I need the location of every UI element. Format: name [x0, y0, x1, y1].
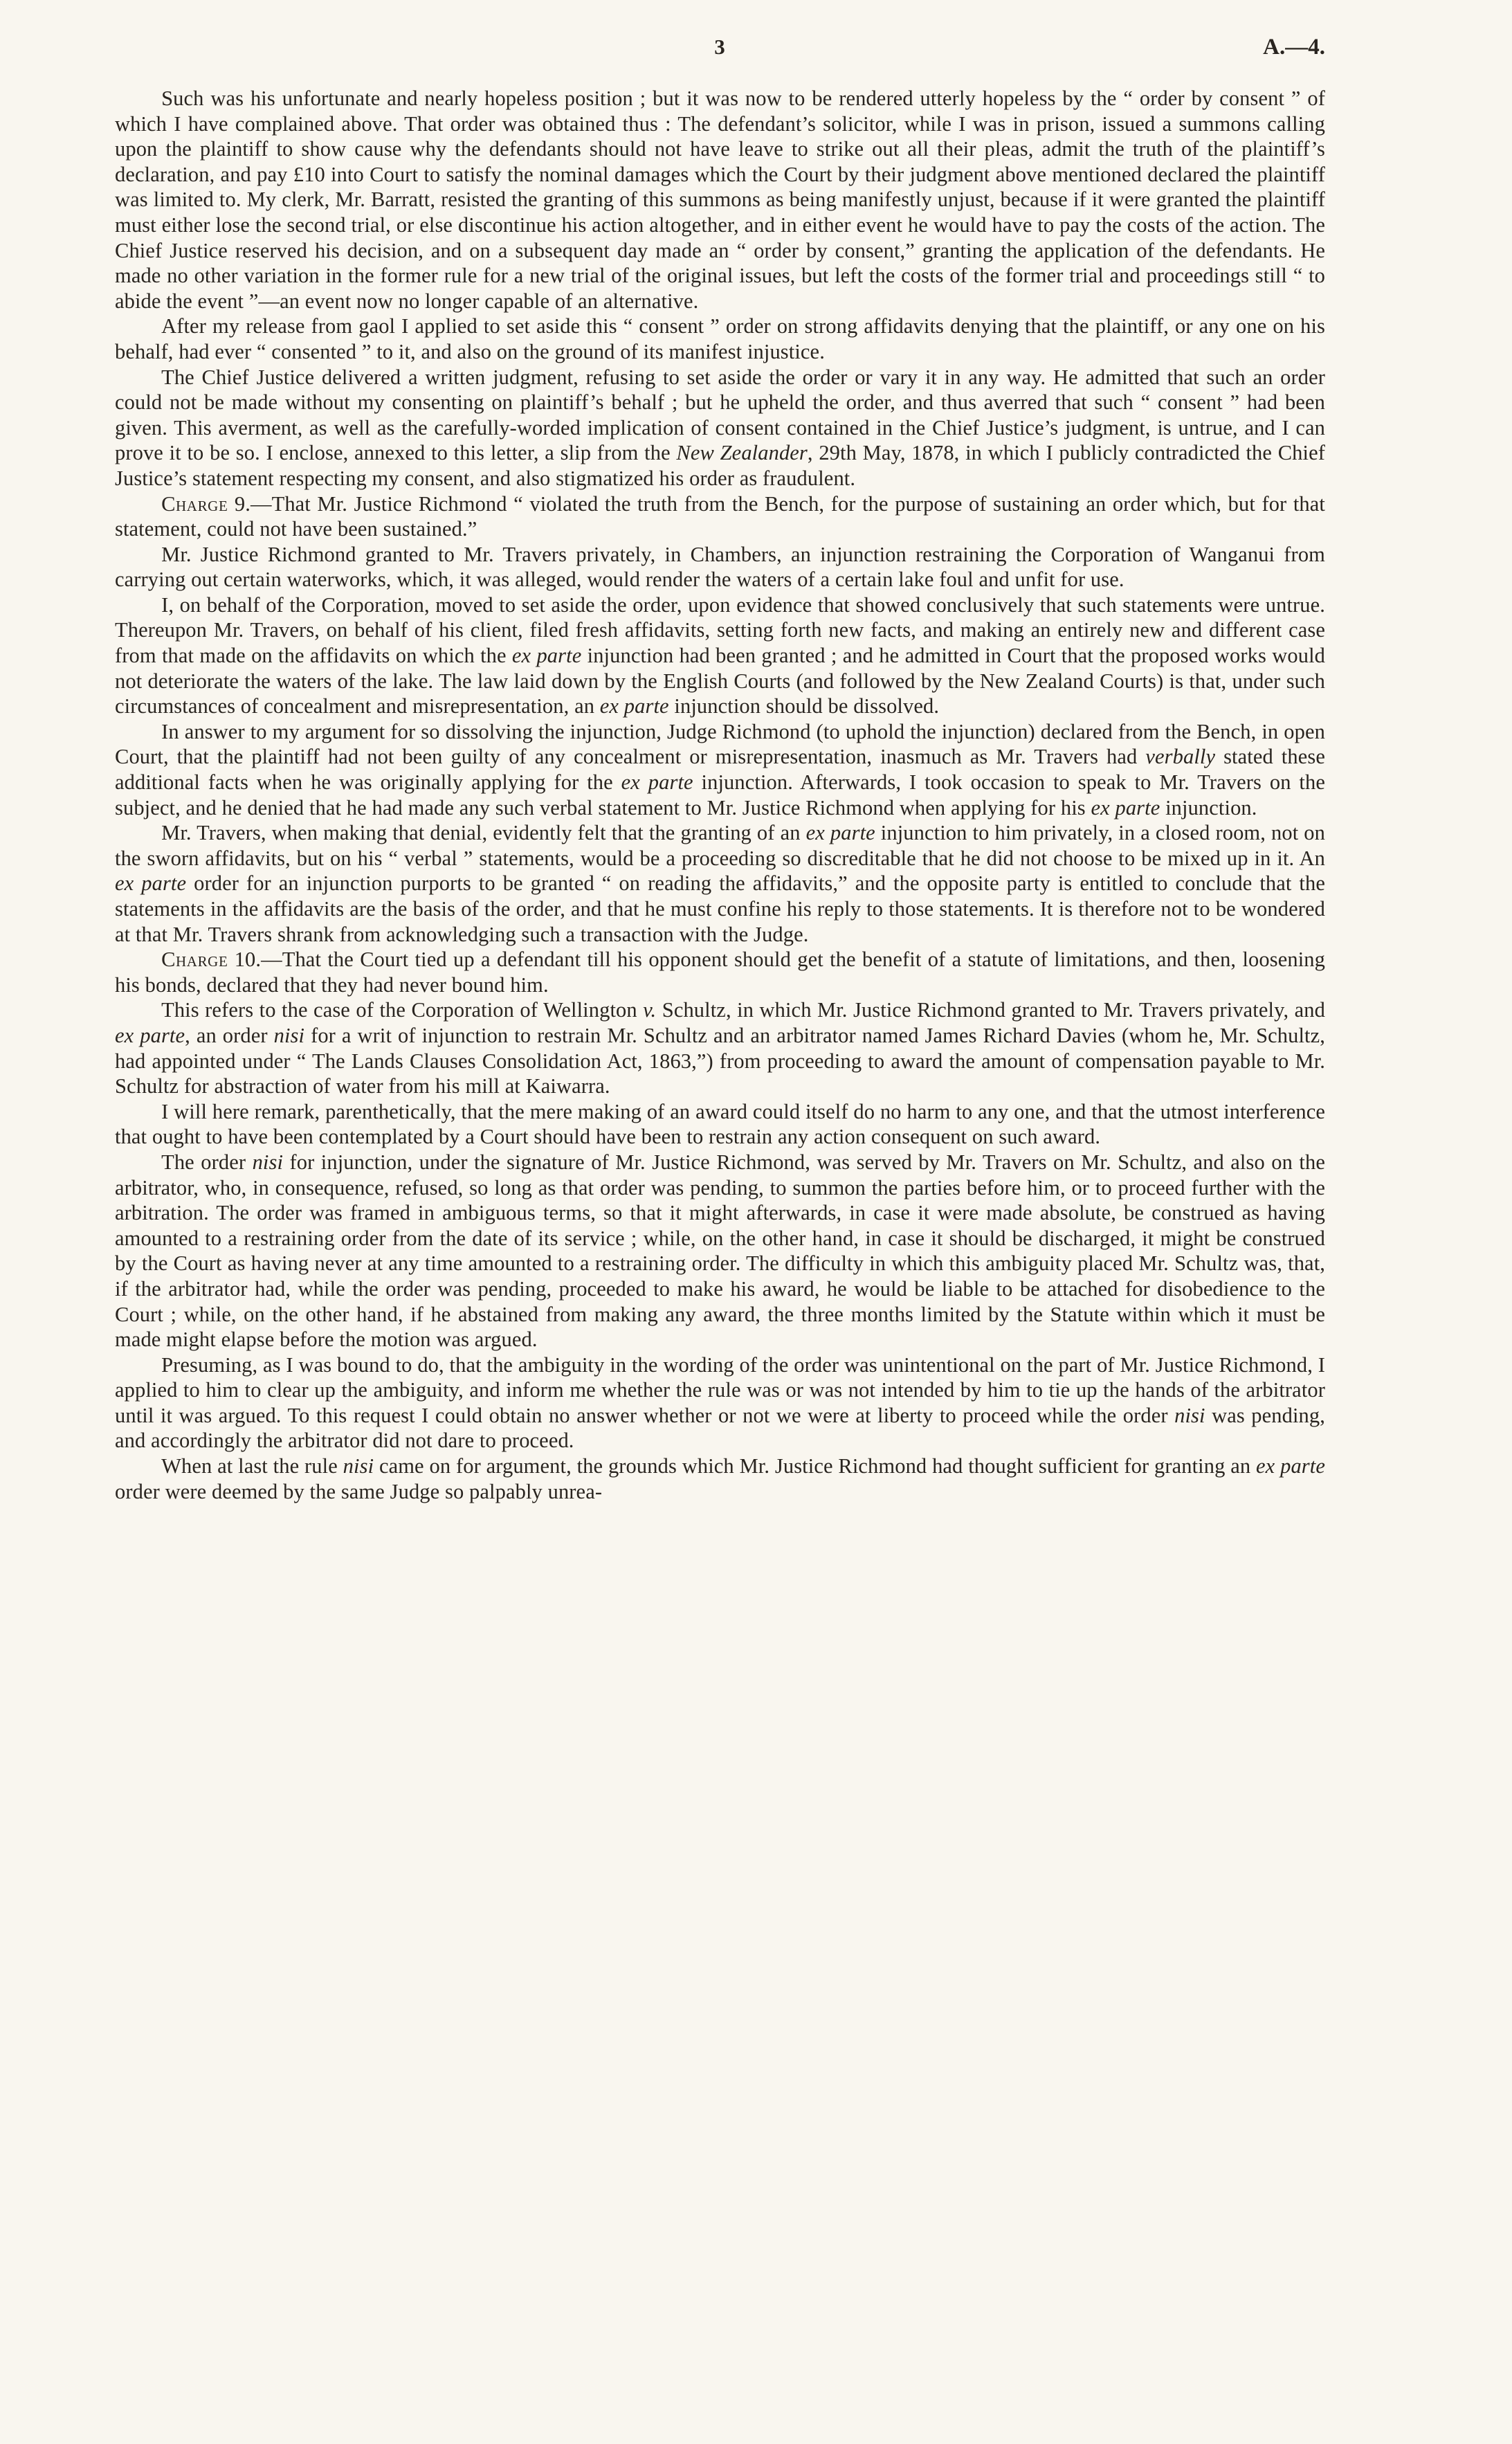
italic-phrase: verbally — [1145, 745, 1216, 769]
italic-phrase: New Zealander — [676, 441, 808, 465]
text-run: The order — [161, 1150, 253, 1174]
text-run: , an order — [185, 1023, 274, 1047]
text-run: , 29th May, 1878, in which I publicly contradicted the Chief Justice’s statement respecting my consent, and also stigmatized his order as fraudulent. — [115, 441, 1325, 490]
italic-phrase: nisi — [343, 1454, 374, 1478]
paragraph — [115, 1454, 1325, 1504]
charge-label: Charge — [161, 948, 228, 972]
text-run: injunction. — [1160, 795, 1257, 820]
paragraph — [115, 314, 1325, 364]
paragraph — [115, 820, 1325, 947]
page-number: 3 — [714, 35, 726, 59]
italic-phrase: ex parte — [511, 644, 582, 668]
italic-phrase: ex parte — [1256, 1454, 1325, 1478]
text-run: injunction to him privately, in a closed room, not on the sworn affidavits, but on his “ verbal ” statements, would be a proceeding so discreditable that he did not choose to be mixed up in it. An — [115, 821, 1325, 870]
text-run: In answer to my argument for so dissolving the injunction, Judge Richmond (to uphold the injunction) declared from the Bench, in open Court, that the plaintiff had not been guilty of any concealment or misrepresentation, inasmuch as Mr. Travers had — [115, 719, 1325, 769]
page-header — [115, 35, 1325, 65]
paragraph — [115, 592, 1325, 719]
text-run: injunction had been granted ; and he admitted in Court that the proposed works would not deteriorate the waters of the lake. The law laid down by the English Courts (and followed by the New Zealand Courts) is that, under such circumstances of concealment and misrepresentation, an — [115, 644, 1325, 718]
italic-phrase: nisi — [252, 1150, 284, 1174]
italic-phrase: ex parte — [805, 821, 875, 845]
text-run: When at last the rule — [161, 1454, 343, 1478]
paragraph — [115, 947, 1325, 997]
text-run: injunction. Afterwards, I took occasion to speak to Mr. Travers on the subject, and he denied that he had made any such verbal statement to Mr. Justice Richmond when applying for his — [115, 770, 1325, 820]
paragraph — [115, 542, 1325, 592]
text-run: order were deemed by the same Judge so palpably unrea- — [115, 1479, 603, 1503]
text-run: came on for argument, the grounds which Mr. Justice Richmond had thought sufficient for granting an — [374, 1454, 1257, 1478]
italic-phrase: ex parte — [115, 871, 187, 896]
document-body — [115, 86, 1325, 1504]
text-run: for a writ of injunction to restrain Mr. Schultz and an arbitrator named James Richard Davies (whom he, Mr. Schultz, had appointed under “ The Lands Clauses Consolidation Act, 1863,”) from proceeding to award the amount of compensation payable to Mr. Schultz for abstraction of water from his mill at Kaiwarra. — [115, 1023, 1325, 1098]
text-run: Mr. Justice Richmond granted to Mr. Travers privately, in Chambers, an injunction restraining the Corporation of Wanganui from carrying out certain waterworks, which, it was alleged, would render the waters of a certain lake foul and unfit for use. — [115, 542, 1325, 592]
text-run: 9.—That Mr. Justice Richmond “ violated the truth from the Bench, for the purpose of sustaining an order which, but for that statement, could not have been sustained.” — [115, 491, 1325, 541]
text-run: I, on behalf of the Corporation, moved to set aside the order, upon evidence that showed conclusively that such statements were untrue. Thereupon Mr. Travers, on behalf of his client, filed fresh affidavits, setting forth new facts, and making an entirely new and different case from that made on the affidavits on which the — [115, 592, 1325, 668]
text-run: This refers to the case of the Corporation of Wellington — [161, 998, 644, 1022]
text-run: Such was his unfortunate and nearly hopeless position ; but it was now to be rendered utterly hopeless by the “ order by consent ” of which I have complained above. That order was obtained thus : The defendant’s solicitor, while I was in prison, issued a summons calling upon the plaintiff to show cause why the defendants should not have leave to strike out all their pleas, admit the truth of the plaintiff’s declaration, and pay £10 into Court to satisfy the nominal damages which the Court by their judgment above mentioned declared the plaintiff was limited to. My clerk, Mr. Barratt, resisted the granting of this summons as being manifestly unjust, because if it were granted the plaintiff must either lose the second trial, or else discontinue his action altogether, and in either event he would have to pay the costs of the action. The Chief Justice reserved his decision, and on a subsequent day made an “ order by consent,” granting the application of the defendants. He made no other variation in the former rule for a new trial of the original issues, but left the costs of the former trial and proceedings still “ to abide the event ”—an event now no longer capable of an alternative. — [115, 87, 1325, 313]
text-run: for injunction, under the signature of Mr. Justice Richmond, was served by Mr. Travers on Mr. Schultz, and also on the arbitrator, who, in consequence, refused, so long as that order was pending, to summon the parties before him, or to proceed further with the arbitration. The order was framed in ambiguous terms, so that it might afterwards, in case it were made absolute, be construed as having amounted to a restraining order from the date of its service ; while, on the other hand, in case it should be discharged, it might be construed by the Court as having never at any time amounted to a restraining order. The difficulty in which this ambiguity placed Mr. Schultz was, that, if the arbitrator had, while the order was pending, proceeded to make his award, he would be liable to be attached for disobedience to the Court ; while, on the other hand, if he abstained from making any award, the three months limited by the Statute within which it must be made might elapse before the motion was argued. — [115, 1150, 1325, 1352]
italic-phrase: ex parte — [1091, 795, 1160, 820]
italic-phrase: nisi — [273, 1023, 305, 1047]
text-run: stated these additional facts when he was originally applying for the — [115, 745, 1325, 795]
paragraph — [115, 1352, 1325, 1454]
text-run: The Chief Justice delivered a written judgment, refusing to set aside the order or vary it in any way. He admitted that such an order could not be made without my consenting on plaintiff’s behalf ; but he upheld the order, and thus averred that such “ consent ” had been given. This averment, as well as the carefully-worded implication of consent contained in the Chief Justice’s judgment, is untrue, and I can prove it to be so. I enclose, annexed to this letter, a slip from the — [115, 365, 1325, 465]
text-run: Schultz, in which Mr. Justice Richmond granted to Mr. Travers privately, and — [656, 998, 1325, 1022]
italic-phrase: ex parte — [115, 1023, 185, 1047]
doc-reference: A.—4. — [1263, 35, 1325, 60]
text-run: I will here remark, parenthetically, that the mere making of an award could itself do no harm to any one, and that the utmost interference that ought to have been contemplated by a Court should have been to restrain any action consequent on such award. — [115, 1099, 1325, 1149]
italic-phrase: ex parte — [621, 770, 693, 795]
text-run: Presuming, as I was bound to do, that the ambiguity in the wording of the order was unintentional on the part of Mr. Justice Richmond, I applied to him to clear up the ambiguity, and inform me whether the rule was or was not intended by him to tie up the hands of the arbitrator until it was argued. To this request I could obtain no answer whether or not we were at liberty to proceed while the order — [115, 1352, 1325, 1427]
text-run: 10.—That the Court tied up a defendant till his opponent should get the benefit of a statute of limitations, and then, loosening his bonds, declared that they had never bound him. — [115, 948, 1325, 997]
paragraph — [115, 86, 1325, 314]
italic-phrase: nisi — [1174, 1403, 1205, 1427]
paragraph — [115, 1099, 1325, 1150]
paragraph — [115, 719, 1325, 820]
paragraph — [115, 491, 1325, 542]
text-run: was pending, and accordingly the arbitrator did not dare to proceed. — [115, 1403, 1325, 1453]
italic-phrase: ex parte — [599, 694, 669, 718]
text-run: After my release from gaol I applied to set aside this “ consent ” order on strong affidavits denying that the plaintiff, or any one on his behalf, had ever “ consented ” to it, and also on the ground of its manifest injustice. — [115, 314, 1325, 363]
text-run: Mr. Travers, when making that denial, evidently felt that the granting of an — [161, 821, 806, 845]
charge-label: Charge — [161, 491, 228, 516]
italic-phrase: v. — [643, 998, 657, 1022]
paragraph — [115, 997, 1325, 1098]
text-run: injunction should be dissolved. — [668, 694, 940, 718]
paragraph — [115, 1150, 1325, 1352]
text-run: order for an injunction purports to be granted “ on reading the affidavits,” and the opposite party is entitled to conclude that the statements in the affidavits are the basis of the order, and that he must confine his reply to those statements. It is therefore not to be wondered at that Mr. Travers shrank from acknowledging such a transaction with the Judge. — [115, 871, 1325, 946]
paragraph — [115, 365, 1325, 491]
